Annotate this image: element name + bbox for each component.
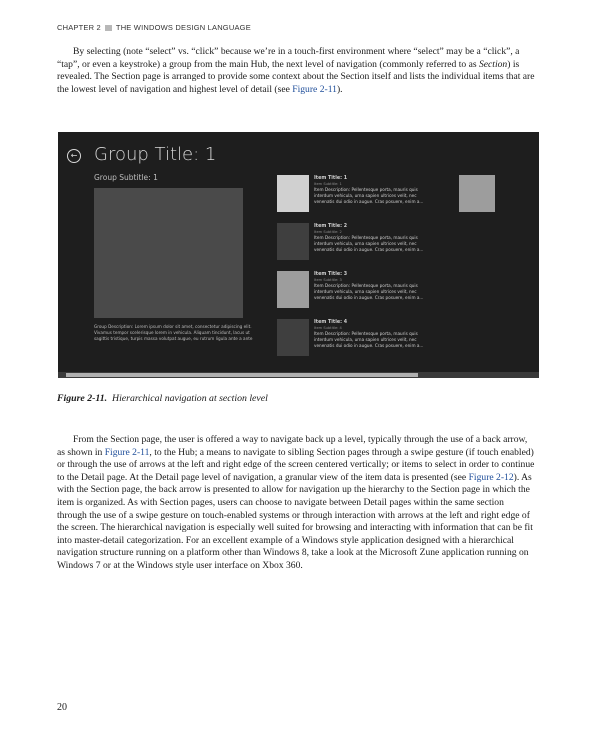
item-thumbnail (277, 271, 309, 308)
item-title: Item Title: 4 (314, 320, 348, 325)
chapter-separator (105, 25, 112, 31)
item-subtitle: Item Subtitle: 4 (314, 326, 342, 330)
text-run: By selecting (note “select” vs. “click” because we’re in a touch-first environment where “select” may be a “click”, a “tap”, or even a keystroke) a group from the main Hub, the next level of navigation (commonly referred to as (57, 46, 520, 70)
item-tile[interactable] (277, 271, 437, 308)
next-group-peek-text (496, 178, 516, 184)
paragraph-intro (57, 46, 535, 96)
text-run: ) is revealed. The Section page is arranged to provide some context about the Section itself and lists the individual items that are the lowest level of navigation and highest level of detail (see (57, 58, 535, 95)
item-tile[interactable] (277, 319, 437, 356)
text-run: , to the Hub; a means to navigate to sibling Section pages through a swipe gesture (if touch enabled) or through the use of arrows at the left and right edge of the screen centered vertically; or items to select in order to continue to the Detail page. At the Detail page level of navigation, a granular view of the item data is presented (see (57, 446, 535, 483)
item-subtitle: Item Subtitle: 1 (314, 182, 342, 186)
figure-screenshot (58, 132, 539, 378)
emphasis-section: Section (478, 58, 508, 70)
item-title: Item Title: 1 (314, 176, 348, 181)
figure-link[interactable]: Figure 2-11 (292, 83, 337, 95)
item-description: Item Description: Pellentesque porta, mauris quis interdum vehicula, urna sapien ultrices velit, nec venenatis dui odio in augue. Cras posuere, enim a... (314, 331, 424, 348)
page-number: 20 (57, 702, 67, 713)
running-head (57, 23, 251, 32)
item-subtitle: Item Subtitle: 2 (314, 230, 342, 234)
group-description: Group Description: Lorem ipsum dolor sit amet, consectetur adipiscing elit. Vivamus tempor scelerisque lorem in vehicula. Aliquam tincidunt, lacus ut sagittis tristique, turpis massa volutpat augue, eu rutrum ligula ante a ante (94, 324, 253, 342)
item-tile[interactable] (277, 223, 437, 260)
back-arrow-icon[interactable]: ← (67, 149, 81, 163)
chapter-title: THE WINDOWS DESIGN LANGUAGE (115, 23, 251, 32)
item-title: Item Title: 2 (314, 224, 348, 229)
group-image (94, 188, 243, 318)
figure-caption (57, 393, 268, 404)
caption-text: Hierarchical navigation at section level (112, 393, 268, 404)
item-description: Item Description: Pellentesque porta, mauris quis interdum vehicula, urna sapien ultrices velit, nec venenatis dui odio in augue. Cras posuere, enim a... (314, 283, 424, 300)
item-description: Item Description: Pellentesque porta, mauris quis interdum vehicula, urna sapien ultrices velit, nec venenatis dui odio in augue. Cras posuere, enim a... (314, 187, 424, 204)
horizontal-scrollbar[interactable] (58, 372, 539, 378)
group-title: Group Title: 1 (94, 144, 217, 165)
text-run: From the Section page, the user is offered a way to navigate back up a level, typically through the use of a back arrow, as shown in (57, 434, 528, 458)
caption-label: Figure 2-11. (57, 393, 108, 404)
item-thumbnail (277, 319, 309, 356)
text-run: ). (336, 83, 343, 95)
group-subtitle: Group Subtitle: 1 (94, 173, 158, 182)
text-run: ). As with the Section page, the back arrow is presented to allow for navigation up the hierarchy to the Section page in which the item is organized. As with Section pages, users can choose to navigate between Detail pages within the same section through the use of a swipe gesture on touch-enabled systems or through interaction with arrows at the left and right edge of the screen. The hierarchical navigation is especially well suited for browsing and interacting with information that can be fit into master-detail categorization. For an excellent example of a Windows style application designed with a hierarchical navigation structure running on a platform other than Windows 8, take a look at the Microsoft Zune application running on Windows 7 or at the Windows style user interface on Xbox 360. (57, 471, 533, 571)
item-title: Item Title: 3 (314, 272, 348, 277)
paragraph-navigation (57, 434, 535, 573)
item-description: Item Description: Pellentesque porta, mauris quis interdum vehicula, urna sapien ultrices velit, nec venenatis dui odio in augue. Cras posuere, enim a... (314, 235, 424, 252)
figure-link[interactable]: Figure 2-12 (468, 471, 514, 483)
item-tile[interactable] (277, 175, 437, 212)
item-thumbnail (277, 223, 309, 260)
item-thumbnail (277, 175, 309, 212)
item-subtitle: Item Subtitle: 3 (314, 278, 342, 282)
scrollbar-thumb[interactable] (66, 373, 418, 377)
chapter-label: CHAPTER 2 (57, 23, 101, 32)
figure-link[interactable]: Figure 2-11 (104, 446, 150, 458)
next-group-peek-tile[interactable] (459, 175, 495, 212)
